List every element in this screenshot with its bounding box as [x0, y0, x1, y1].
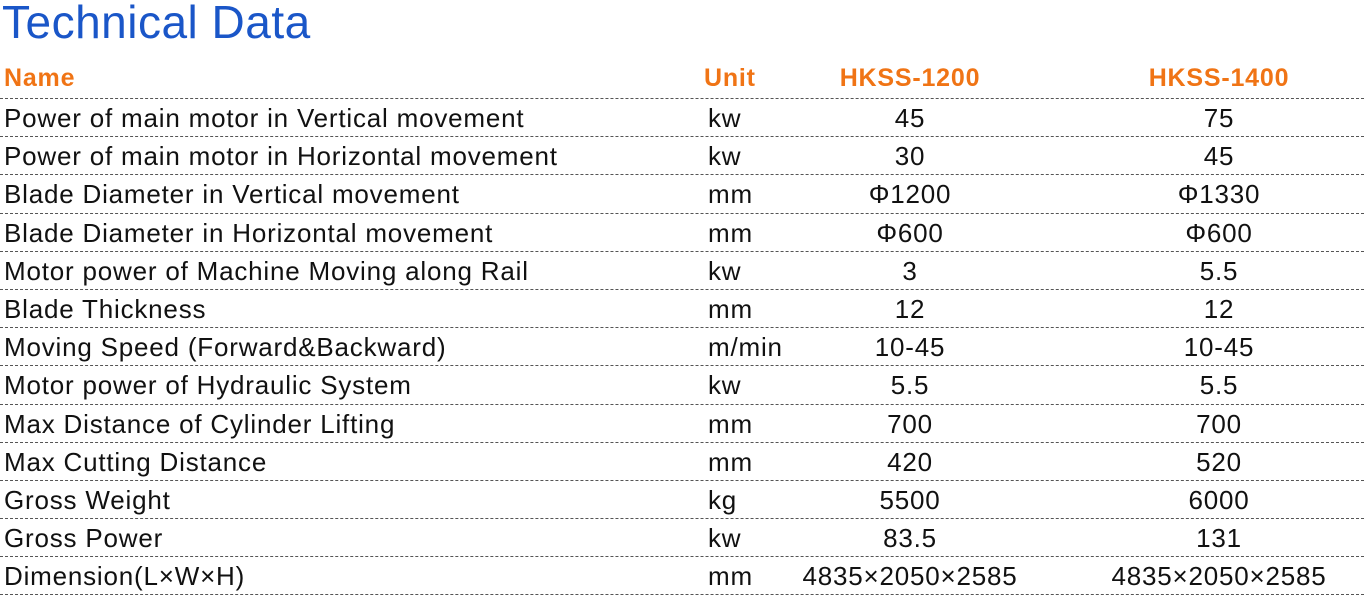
row-unit: mm — [708, 446, 753, 477]
row-value-hkss-1400: 131 — [1196, 523, 1242, 554]
row-name: Blade Diameter in Horizontal movement — [4, 217, 494, 248]
row-value-hkss-1400: 10-45 — [1183, 332, 1255, 363]
table-row — [0, 557, 1364, 595]
row-name: Motor power of Hydraulic System — [4, 370, 412, 401]
table-row — [0, 252, 1364, 290]
row-name: Power of main motor in Horizontal movement — [4, 141, 558, 172]
table-row — [0, 519, 1364, 557]
row-name: Moving Speed (Forward&Backward) — [4, 332, 447, 363]
header-model-b: HKSS-1400 — [1148, 64, 1290, 92]
header-model-a: HKSS-1200 — [839, 64, 981, 92]
table-row — [0, 137, 1364, 175]
row-value-hkss-1400: Φ600 — [1185, 217, 1253, 248]
row-name: Dimension(L×W×H) — [4, 561, 246, 592]
row-name: Gross Weight — [4, 484, 171, 515]
row-unit: mm — [708, 179, 753, 210]
row-unit: kg — [708, 484, 738, 515]
table-row — [0, 99, 1364, 137]
row-unit: mm — [708, 561, 753, 592]
row-unit: mm — [708, 293, 753, 324]
row-value-hkss-1400: 75 — [1203, 103, 1235, 133]
row-name: Power of main motor in Vertical movement — [4, 103, 525, 133]
row-value-hkss-1400: 700 — [1196, 408, 1242, 439]
row-unit: mm — [708, 217, 753, 248]
row-value-hkss-1200: 12 — [894, 293, 926, 324]
row-value-hkss-1200: 30 — [894, 141, 926, 172]
table-row — [0, 214, 1364, 252]
row-unit: kw — [708, 141, 742, 172]
row-unit: kw — [708, 255, 742, 286]
row-value-hkss-1400: 12 — [1203, 293, 1235, 324]
row-unit: kw — [708, 370, 742, 401]
table-header-row — [0, 59, 1364, 99]
row-unit: kw — [708, 523, 742, 554]
row-value-hkss-1200: Φ600 — [876, 217, 944, 248]
row-value-hkss-1400: Φ1330 — [1177, 179, 1261, 210]
table-row — [0, 290, 1364, 328]
row-unit: kw — [708, 103, 742, 133]
row-name: Max Distance of Cylinder Lifting — [4, 408, 396, 439]
row-name: Blade Diameter in Vertical movement — [4, 179, 460, 210]
table-row — [0, 443, 1364, 481]
row-name: Max Cutting Distance — [4, 446, 268, 477]
row-value-hkss-1200: Φ1200 — [868, 179, 952, 210]
table-row — [0, 405, 1364, 443]
table-body — [0, 99, 1364, 595]
row-value-hkss-1400: 4835×2050×2585 — [1111, 561, 1327, 592]
row-value-hkss-1200: 420 — [887, 446, 933, 477]
row-value-hkss-1400: 6000 — [1188, 484, 1250, 515]
row-value-hkss-1400: 5.5 — [1199, 255, 1239, 286]
row-value-hkss-1400: 45 — [1203, 141, 1235, 172]
table-row — [0, 175, 1364, 213]
row-value-hkss-1200: 45 — [894, 103, 926, 133]
row-value-hkss-1200: 4835×2050×2585 — [802, 561, 1018, 592]
row-value-hkss-1400: 5.5 — [1199, 370, 1239, 401]
row-value-hkss-1200: 83.5 — [883, 523, 937, 554]
row-name: Blade Thickness — [4, 293, 207, 324]
header-unit: Unit — [704, 64, 756, 92]
row-value-hkss-1200: 700 — [887, 408, 933, 439]
row-value-hkss-1200: 5.5 — [890, 370, 930, 401]
row-value-hkss-1200: 10-45 — [874, 332, 946, 363]
header-name: Name — [4, 64, 76, 92]
row-name: Motor power of Machine Moving along Rail — [4, 255, 529, 286]
row-value-hkss-1200: 3 — [902, 255, 918, 286]
table-row — [0, 328, 1364, 366]
row-value-hkss-1400: 520 — [1196, 446, 1242, 477]
page-title: Technical Data — [2, 0, 311, 48]
row-unit: mm — [708, 408, 753, 439]
row-unit: m/min — [708, 332, 783, 363]
technical-data-table — [0, 59, 1364, 595]
table-row — [0, 481, 1364, 519]
row-name: Gross Power — [4, 523, 164, 554]
table-row — [0, 366, 1364, 404]
row-value-hkss-1200: 5500 — [879, 484, 941, 515]
